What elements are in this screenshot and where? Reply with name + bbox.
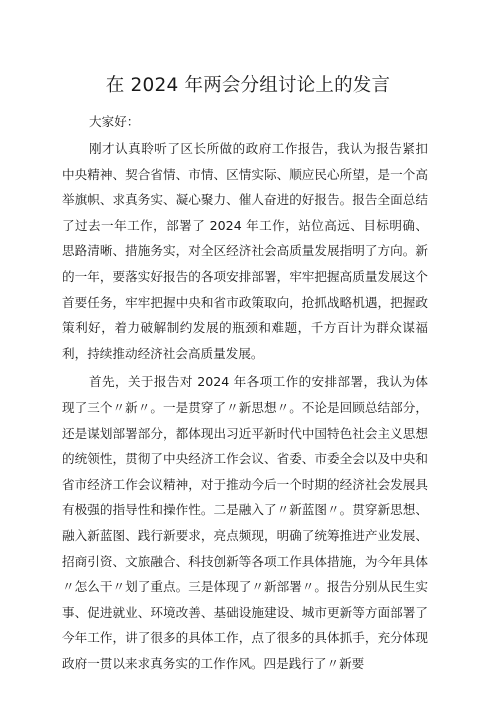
document-title: 在 2024 年两会分组讨论上的发言 [105,75,391,96]
paragraph-2: 首先，关于报告对 2024 年各项工作的安排部署，我认为体现了三个〃新〃。一是贯穿了〃新思想〃。不论是回顾总结部分，还是谋划部署部分，都体现出习近平新时代中国特色社会主义思想的统领性，贯彻了中央经济工作会议、省委、市委全会以及中央和省市经济工作会议精神，对于推动今后一个时期的经济社会发展具有极强的指导性和操作性。二是融入了〃新蓝图〃。贯穿新思想、融入新蓝图、践行新要求，亮点频现，明确了统筹推进产业发展、招商引资、文旅融合、科技创新等各项工作具体措施，为今年具体〃怎么干〃划了重点。三是体现了〃新部署〃。报告分别从民生实事、促进就业、环境改善、基础设施建设、城市更新等方面部署了今年工作，讲了很多的具体工作，点了很多的具体抓手，充分体现政府一贯以来求真务实的工作作风。四是践行了〃新要 [62,374,428,671]
greeting: 大家好： [89,114,140,129]
paragraph-1: 刚才认真聆听了区长所做的政府工作报告，我认为报告紧扣中央精神、契合省情、市情、区情实际、顺应民心所望，是一个高举旗帜、求真务实、凝心聚力、催人奋进的好报告。报告全面总结了过去一年工作，部署了 2024 年工作，站位高远、目标明确、思路清晰、措施务实，对全区经济社会高质量发展指明了方向。新的一年，要落实好报告的各项安排部署，牢牢把握高质量发展这个首要任务，牢牢把握中央和省市政策取向，抢抓战略机遇，把握政策利好，着力破解制约发展的瓶颈和难题，千方百计为群众谋福利，持续推动经济社会高质量发展。 [62,141,428,361]
